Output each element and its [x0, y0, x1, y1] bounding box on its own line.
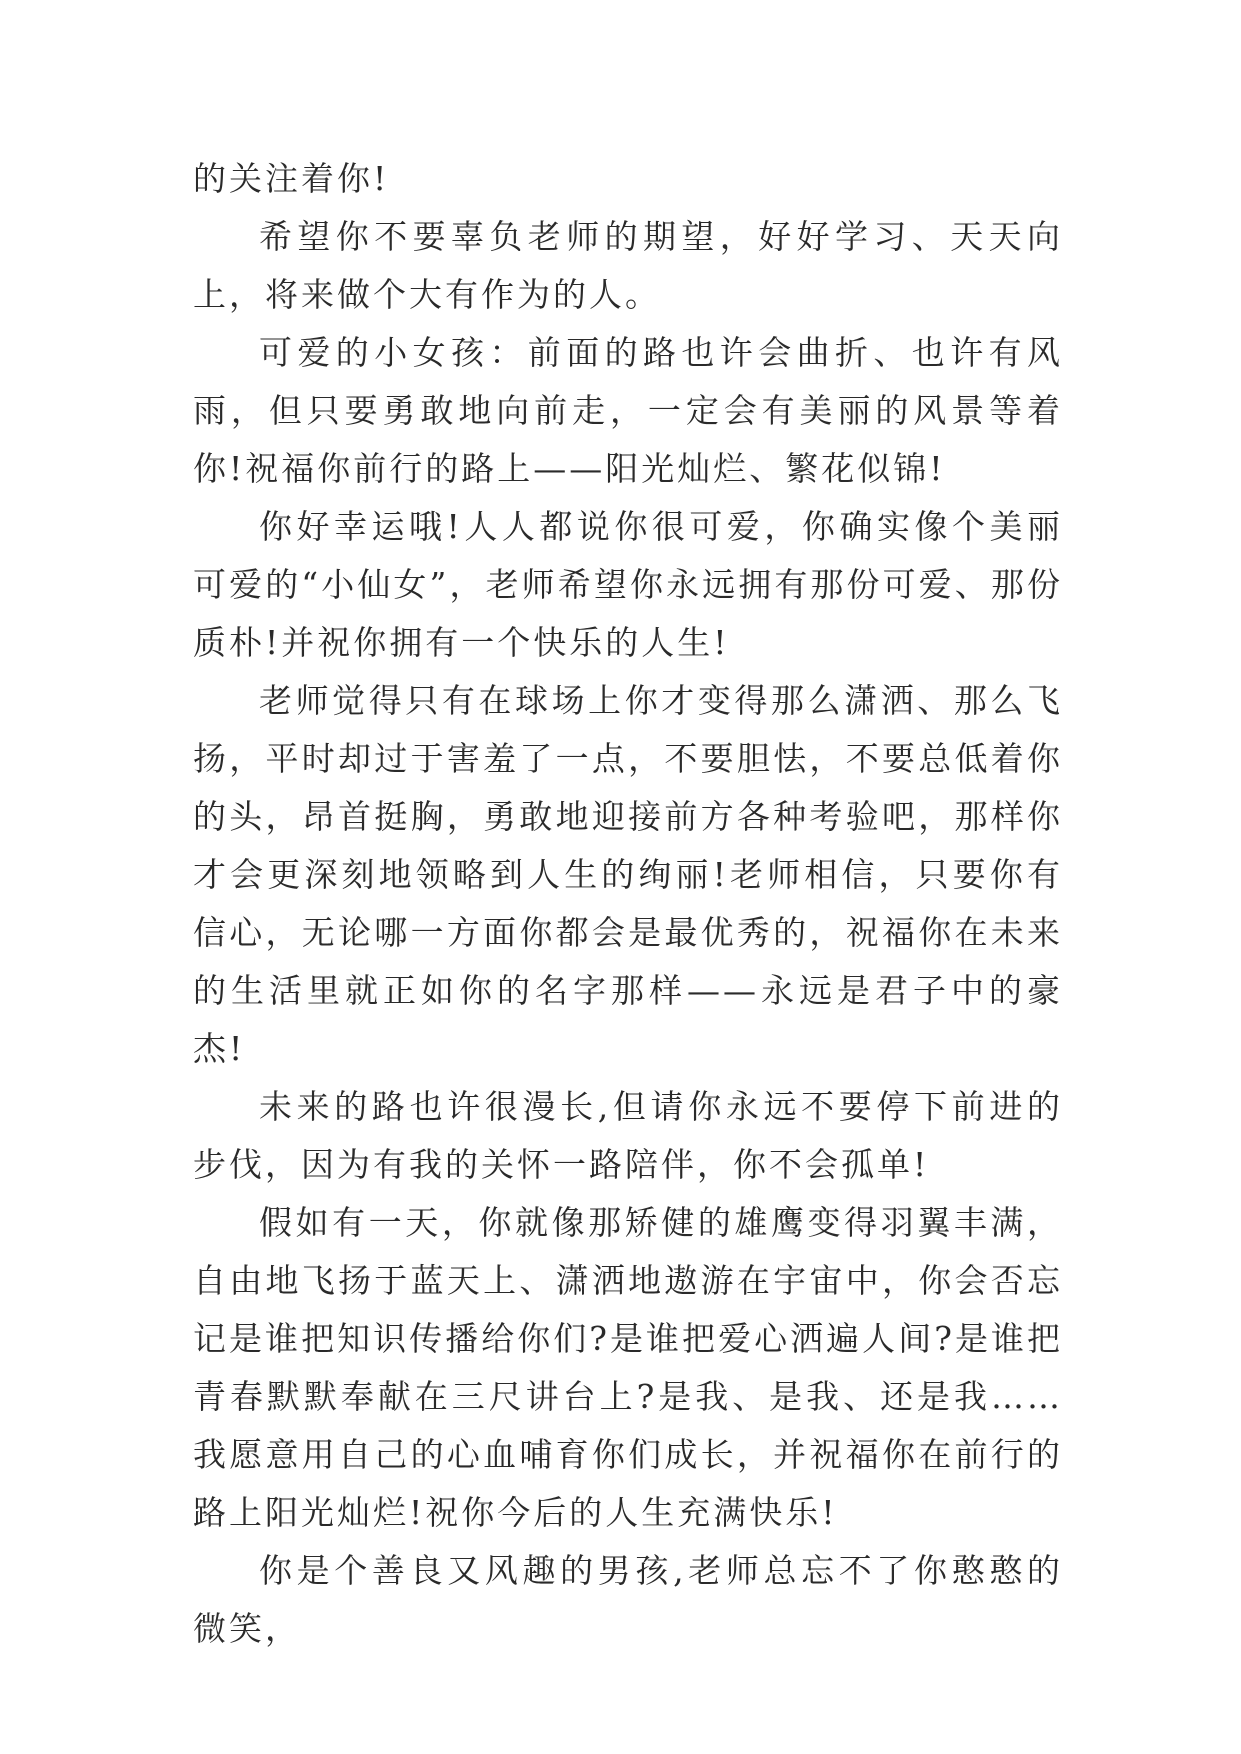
- paragraph-3: 可爱的小女孩：前面的路也许会曲折、也许有风雨，但只要勇敢地向前走，一定会有美丽的风景等着你!祝福你前行的路上——阳光灿烂、繁花似锦!: [193, 333, 1063, 488]
- document-body: [193, 150, 1063, 1658]
- paragraph-5: 老师觉得只有在球场上你才变得那么潇洒、那么飞 扬，平时却过于害羞了一点，不要胆怯，不要总低着你的头，昂首挺胸，勇敢地迎接前方各种考验吧，那样你才会更深刻地领略到人生的绚丽!老师相信，只要你有信心，无论哪一方面你都会是最优秀的，祝福你在未来的生活里就正如你的名字那样——永远是君子中的豪杰!: [193, 681, 1063, 1068]
- paragraph-6: 未来的路也许很漫长,但请你永远不要停下前进的步伐，因为有我的关怀一路陪伴，你不会孤单!: [193, 1087, 1063, 1184]
- paragraph-2: 希望你不要辜负老师的期望，好好学习、天天向上，将来做个大有作为的人。: [193, 217, 1063, 314]
- paragraph-8: 你是个善良又风趣的男孩,老师总忘不了你憨憨的微笑，: [193, 1551, 1063, 1648]
- paragraph-4: 你好幸运哦!人人都说你很可爱，你确实像个美丽可爱的“小仙女”，老师希望你永远拥有那份可爱、那份质朴!并祝你拥有一个快乐的人生!: [193, 507, 1063, 662]
- paragraph-1: 的关注着你!: [193, 159, 390, 198]
- paragraph-7: 假如有一天，你就像那矫健的雄鹰变得羽翼丰满，自由地飞扬于蓝天上、潇洒地遨游在宇宙中，你会否忘记是谁把知识传播给你们?是谁把爱心洒遍人间?是谁把青春默默奉献在三尺讲台上?是我、是我、还是我……我愿意用自己的心血哺育你们成长，并祝福你在前行的路上阳光灿烂!祝你今后的人生充满快乐!: [193, 1203, 1063, 1532]
